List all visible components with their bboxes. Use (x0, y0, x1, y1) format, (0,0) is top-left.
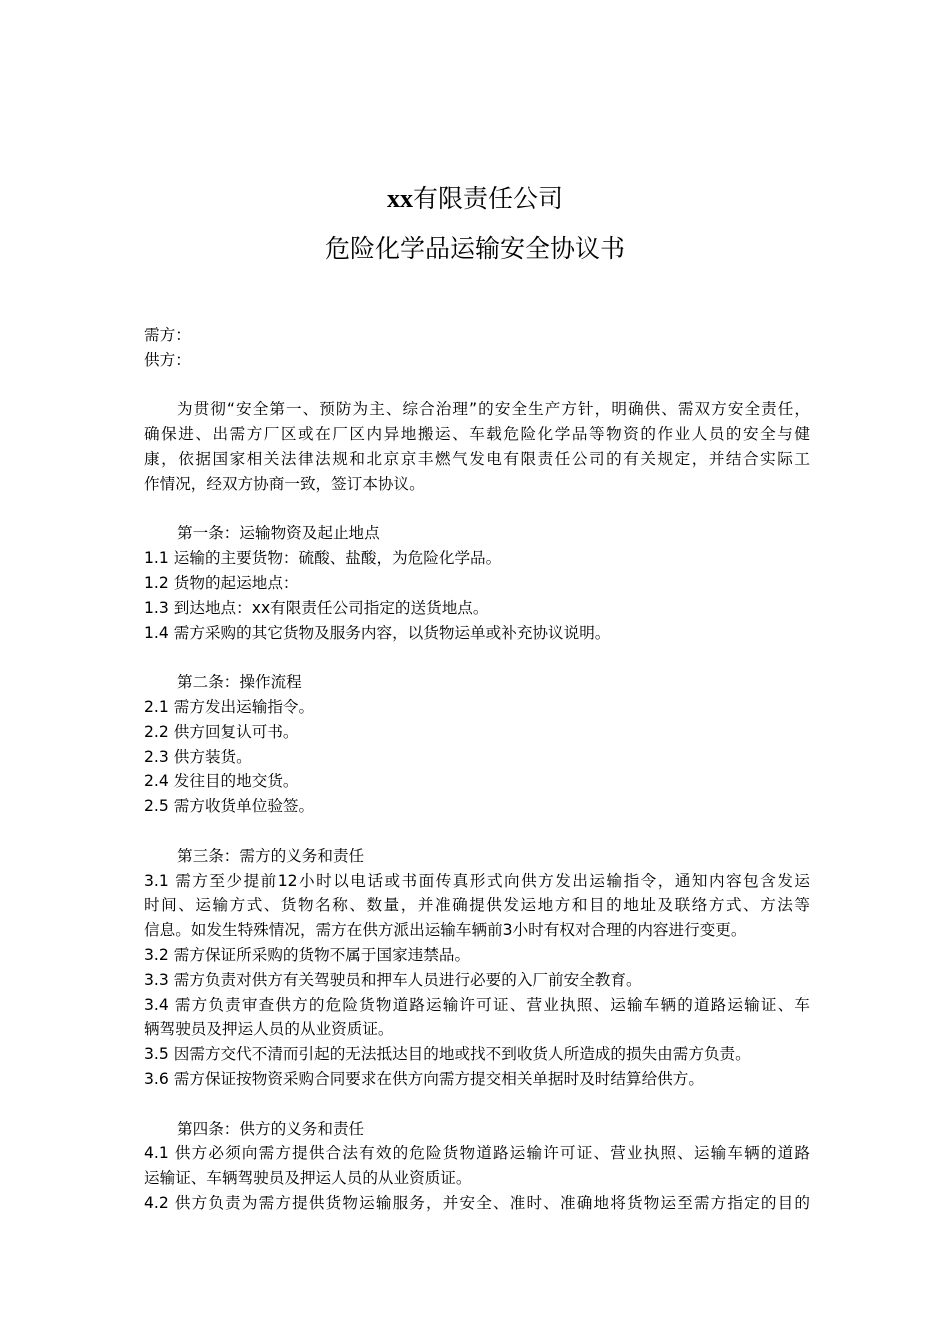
company-title-suffix: 有限责任公司 (412, 184, 563, 213)
article-line: 时间、运输方式、货物名称、数量，并准确提供发运地方和目的地址及联络方式、方法等 (144, 896, 810, 915)
article-item: 2.5 需方收货单位验签。 (144, 797, 315, 816)
preamble-line: 为贯彻“安全第一、预防为主、综合治理”的安全生产方针，明确供、需双方安全责任， (177, 400, 810, 419)
article-item: 1.3 到达地点：xx有限责任公司指定的送货地点。 (144, 598, 489, 617)
article-line: 运输证、车辆驾驶员及押运人员的从业资质证。 (144, 1169, 472, 1188)
preamble-line: 确保进、出需方厂区或在厂区内异地搬运、车载危险化学品等物资的作业人员的安全与健 (144, 425, 810, 444)
company-title (0, 183, 950, 215)
article-line: 3.1 需方至少提前12小时以电话或书面传真形式向供方发出运输指令，通知内容包含发运 (144, 871, 810, 890)
article-line: 4.2 供方负责为需方提供货物运输服务，并安全、准时、准确地将货物运至需方指定的目的 (144, 1193, 810, 1212)
article-item: 2.4 发往目的地交货。 (144, 772, 299, 791)
article-heading: 第一条：运输物资及起止地点 (177, 524, 380, 543)
article-item: 2.1 需方发出运输指令。 (144, 697, 315, 716)
preamble-line: 康，依据国家相关法律法规和北京京丰燃气发电有限责任公司的有关规定，并结合实际工 (144, 449, 810, 468)
article-heading: 第四条：供方的义务和责任 (177, 1119, 365, 1138)
article-2 (144, 670, 810, 819)
article-line: 信息。如发生特殊情况，需方在供方派出运输车辆前3小时有权对合理的内容进行变更。 (144, 921, 747, 940)
preamble-line: 作情况，经双方协商一致，签订本协议。 (144, 474, 425, 493)
article-line: 4.1 供方必须向需方提供合法有效的危险货物道路运输许可证、营业执照、运输车辆的道路 (144, 1144, 810, 1163)
article-item: 1.4 需方采购的其它货物及服务内容，以货物运单或补充协议说明。 (144, 623, 611, 642)
article-1 (144, 521, 810, 645)
supplier-label: 供方： (144, 350, 191, 369)
article-line: 3.5 因需方交代不清而引起的无法抵达目的地或找不到收货人所造成的损失由需方负责。 (144, 1045, 751, 1064)
spacer (144, 373, 810, 398)
article-line: 3.4 需方负责审查供方的危险货物道路运输许可证、营业执照、运输车辆的道路运输证、车 (144, 995, 810, 1014)
buyer-label: 需方： (144, 326, 191, 344)
article-4 (144, 1117, 810, 1216)
document-body (144, 323, 810, 1216)
spacer (144, 819, 810, 844)
article-heading: 第二条：操作流程 (177, 673, 302, 692)
article-line: 辆驾驶员及押运人员的从业资质证。 (144, 1020, 394, 1039)
company-title-prefix: xx (386, 184, 413, 213)
preamble (144, 397, 810, 496)
article-line: 3.6 需方保证按物资采购合同要求在供方向需方提交相关单据时及时结算给供方。 (144, 1069, 704, 1088)
spacer (144, 1092, 810, 1117)
article-line: 3.3 需方负责对供方有关驾驶员和押车人员进行必要的入厂前安全教育。 (144, 970, 642, 989)
article-item: 2.3 供方装货。 (144, 747, 252, 766)
spacer (144, 645, 810, 670)
article-heading: 第三条：需方的义务和责任 (177, 846, 365, 865)
article-item: 2.2 供方回复认可书。 (144, 722, 299, 741)
article-3 (144, 844, 810, 1092)
spacer (144, 497, 810, 522)
article-line: 3.2 需方保证所采购的货物不属于国家违禁品。 (144, 945, 471, 964)
article-item: 1.2 货物的起运地点： (144, 573, 299, 592)
document-title: 危险化学品运输安全协议书 (324, 234, 625, 263)
article-item: 1.1 运输的主要货物：硫酸、盐酸，为危险化学品。 (144, 549, 502, 568)
